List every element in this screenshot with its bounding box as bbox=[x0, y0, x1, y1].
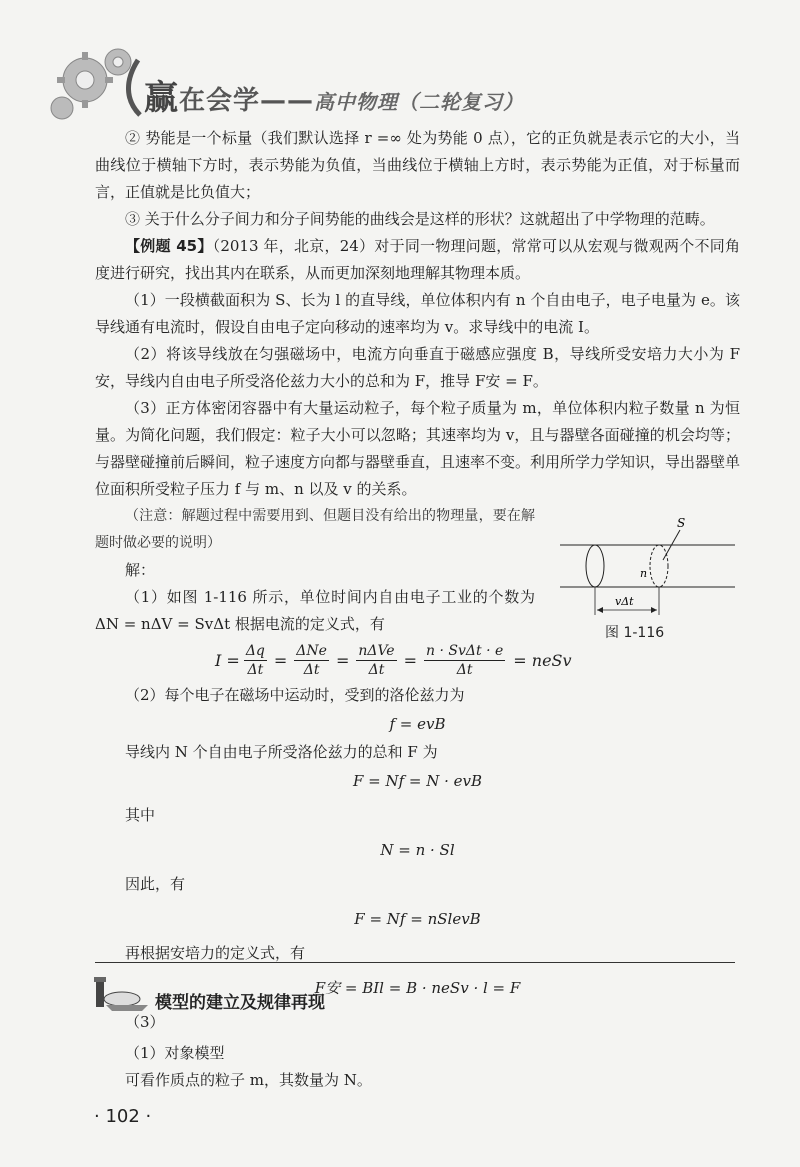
example-intro-text: （2013 年，北京，24）对于同一物理问题，常常可以从宏观与微观两个不同角度进行研究，找出其内在联系，从而更加深刻地理解其物理本质。 bbox=[95, 237, 740, 282]
example-tag: 【例题 45】 bbox=[125, 237, 213, 255]
fraction-1: $\frac{\Delta q}{\Delta t}$ bbox=[245, 642, 265, 678]
current-eq-rhs: = neSv bbox=[513, 650, 572, 670]
fraction-4: $\frac{\text{n · SvΔt · e}}{\Delta t}$ bbox=[426, 642, 504, 678]
answer-2: （2）每个电子在磁场中运动时，受到的洛伦兹力为 bbox=[125, 686, 465, 704]
current-equation: I = $\frac{\Delta q}{\Delta t}$ = $\frac{\text{ΔNe}}{\Delta t}$ = $\frac{\text{nΔVe}}{\Delta t}$ = $\frac{\text{n · SvΔt · e}}{\Delta t}$ = neSv bbox=[215, 642, 572, 678]
example-intro bbox=[95, 233, 740, 287]
header-dash: —— bbox=[260, 86, 315, 116]
label-vdt: vΔt bbox=[615, 595, 634, 608]
fraction-2: $\frac{\text{ΔNe}}{\Delta t}$ bbox=[296, 642, 327, 678]
solution-label: 解： bbox=[125, 561, 156, 579]
section-content bbox=[95, 1040, 740, 1094]
paragraph-curve-shape: ③ 关于什么分子间力和分子间势能的曲线会是这样的形状？这就超出了中学物理的范畴。 bbox=[125, 210, 715, 228]
equation-F2: F = Nf = nSlevB bbox=[354, 910, 481, 928]
divider bbox=[95, 962, 735, 963]
question-2: （2）将该导线放在匀强磁场中，电流方向垂直于磁感应强度 B，导线所受安培力大小为 F安，导线内自由电子所受洛伦兹力大小的总和为 F，推导 F安 = F。 bbox=[95, 345, 740, 390]
equation-ampere: F安 = BIl = B · neSv · l = F bbox=[314, 979, 521, 997]
question-1: （1）一段横截面积为 S、长为 l 的直导线，单位体积内有 n 个自由电子，电子电量为 e。该导线通有电流时，假设自由电子定向移动的速率均为 v。求导线中的电流 I。 bbox=[95, 291, 740, 336]
equation-total-force: F = Nf = N · evB bbox=[352, 772, 483, 790]
object-model-heading: （1）对象模型 bbox=[125, 1044, 225, 1062]
text-zai: 再根据安培力的定义式，有 bbox=[125, 944, 306, 962]
page-number: · 102 · bbox=[94, 1106, 152, 1127]
book-title: 高中物理（二轮复习） bbox=[314, 90, 525, 114]
answer-1: （1）如图 1-116 所示，单位时间内自由电子工业的个数为 ΔN = nΔV = SvΔt 根据电流的定义式，有 bbox=[95, 588, 535, 633]
note-text: （注意：解题过程中需要用到、但题目没有给出的物理量，要在解题时做必要的说明） bbox=[95, 508, 535, 551]
equation-lorentz: f = evB bbox=[389, 715, 446, 733]
paragraph-potential-energy: ② 势能是一个标量（我们默认选择 r =∞ 处为势能 0 点），它的正负就是表示它的大小，当曲线位于横轴下方时，表示势能为负值，当曲线位于横轴上方时，表示势能为正值，对于标量而言，正值就是比负值大； bbox=[95, 129, 740, 201]
gear-decoration-icon bbox=[40, 40, 150, 130]
answer-3: （3） bbox=[125, 1013, 165, 1031]
section-model-icon bbox=[92, 975, 154, 1015]
label-n: n bbox=[640, 567, 648, 580]
object-model-text: 可看作质点的粒子 m，其数量为 N。 bbox=[125, 1071, 372, 1089]
current-eq-lhs: I = bbox=[215, 650, 240, 670]
label-S: S bbox=[677, 516, 686, 530]
brand-char: 赢 bbox=[144, 78, 179, 118]
equation-N: N = n · Sl bbox=[380, 841, 455, 859]
text-yinci: 因此，有 bbox=[125, 875, 186, 893]
figure-caption: 图 1-116 bbox=[605, 625, 665, 641]
answer-2-sum: 导线内 N 个自由电子所受洛伦兹力的总和 F 为 bbox=[125, 743, 438, 761]
section-title: 模型的建立及规律再现 bbox=[155, 993, 325, 1013]
fraction-3: $\frac{\text{nΔVe}}{\Delta t}$ bbox=[358, 642, 395, 678]
page-header bbox=[40, 40, 600, 130]
brand-rest: 在会学 bbox=[179, 86, 261, 116]
question-3: （3）正方体密闭容器中有大量运动粒子，每个粒子质量为 m，单位体积内粒子数量 n 为恒量。为简化问题，我们假定：粒子大小可以忽略；其速率均为 v，且与器壁各面碰撞的机会均等；与器壁碰撞前后瞬间，粒子速度方向都与器壁垂直，且速率不变。利用所学力学知识，导出器壁单位面积所受粒子压力 f 与 m、n 以及 v 的关系。 bbox=[95, 399, 741, 498]
text-qizhong: 其中 bbox=[125, 806, 156, 824]
header-title bbox=[144, 70, 524, 119]
